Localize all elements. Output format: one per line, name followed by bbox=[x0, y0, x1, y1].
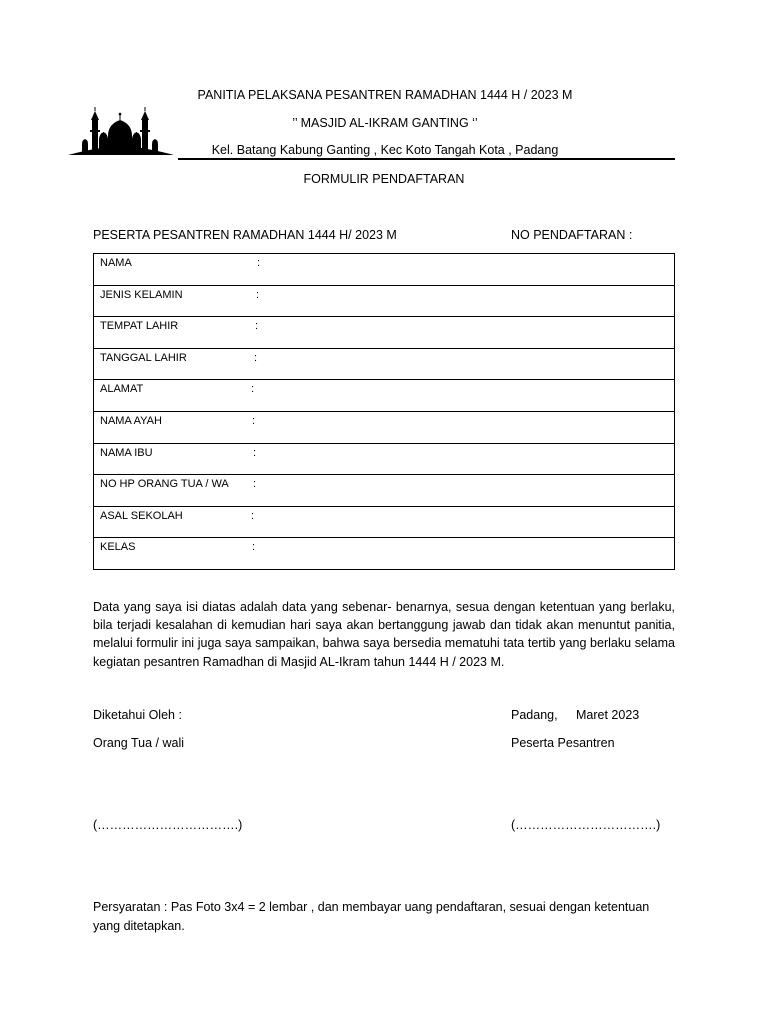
registration-number-label: NO PENDAFTARAN : bbox=[511, 228, 633, 242]
field-label: NAMA bbox=[100, 257, 132, 269]
field-colon: : bbox=[252, 414, 256, 427]
committee-title: PANITIA PELAKSANA PESANTREN RAMADHAN 1444 H / 2023 M bbox=[197, 88, 573, 102]
field-label: NAMA AYAH bbox=[100, 414, 162, 427]
field-label: TEMPAT LAHIR bbox=[100, 320, 179, 333]
form-row-father-name[interactable] bbox=[94, 411, 675, 443]
form-row-birthplace[interactable] bbox=[94, 317, 675, 349]
header-divider bbox=[178, 158, 675, 160]
participant-label: Peserta Pesantren bbox=[511, 736, 615, 750]
form-row-name[interactable] bbox=[94, 254, 675, 286]
form-row-gender[interactable] bbox=[94, 285, 675, 317]
form-row-parent-phone[interactable] bbox=[94, 475, 675, 507]
field-colon: : bbox=[255, 320, 259, 333]
mosque-silhouette-icon bbox=[68, 106, 174, 156]
field-label: ALAMAT bbox=[100, 383, 144, 396]
form-row-class[interactable] bbox=[94, 538, 675, 570]
form-row-school[interactable] bbox=[94, 506, 675, 538]
field-colon: : bbox=[254, 351, 258, 364]
field-label: TANGGAL LAHIR bbox=[100, 351, 187, 364]
form-row-birthdate[interactable] bbox=[94, 348, 675, 380]
registration-form-table bbox=[93, 253, 675, 570]
form-row-address[interactable] bbox=[94, 380, 675, 412]
field-label: KELAS bbox=[100, 541, 136, 554]
field-colon: : bbox=[253, 478, 257, 491]
form-row-mother-name[interactable] bbox=[94, 443, 675, 475]
participant-signature-line: (…………………………….) bbox=[511, 818, 661, 832]
address: Kel. Batang Kabung Ganting , Kec Koto Tangah Kota , Padang bbox=[211, 143, 559, 157]
form-title: FORMULIR PENDAFTARAN bbox=[303, 172, 465, 186]
field-colon: : bbox=[253, 446, 257, 459]
field-colon: : bbox=[251, 509, 255, 522]
mosque-name: ’’ MASJID AL-IKRAM GANTING ‘’ bbox=[292, 116, 478, 130]
signing-date: Maret 2023 bbox=[576, 708, 640, 722]
parent-guardian-label: Orang Tua / wali bbox=[93, 736, 185, 750]
statement-paragraph: Data yang saya isi diatas adalah data yang sebenar- benarnya, sesua dengan ketentuan yang berlaku, bila terjadi kesalahan di kemudian hari saya akan bertanggung jawab dan tidak akan menuntut panitia, melalui formulir ini juga saya sampaikan, bahwa saya bersedia mematuhi tata tertib yang berlaku selama kegiatan pesantren Ramadhan di Masjid AL-Ikram tahun 1444 H / 2023 M. bbox=[93, 600, 675, 669]
acknowledged-by-label: Diketahui Oleh : bbox=[93, 708, 182, 722]
field-label: JENIS KELAMIN bbox=[100, 288, 183, 301]
field-label: NAMA IBU bbox=[100, 446, 153, 459]
field-colon: : bbox=[251, 383, 255, 396]
parent-signature-line: (…………………………….) bbox=[93, 818, 243, 832]
field-colon: : bbox=[256, 288, 260, 301]
requirements-note: Persyaratan : Pas Foto 3x4 = 2 lembar , dan membayar uang pendaftaran, sesuai dengan ketentuan yang ditetapkan. bbox=[93, 900, 650, 933]
field-colon: : bbox=[252, 541, 256, 554]
signing-place: Padang, bbox=[511, 708, 558, 722]
field-label: NO HP ORANG TUA / WA bbox=[100, 478, 229, 491]
field-colon: : bbox=[257, 257, 261, 269]
field-label: ASAL SEKOLAH bbox=[100, 509, 183, 522]
participant-heading: PESERTA PESANTREN RAMADHAN 1444 H/ 2023 M bbox=[93, 228, 397, 242]
